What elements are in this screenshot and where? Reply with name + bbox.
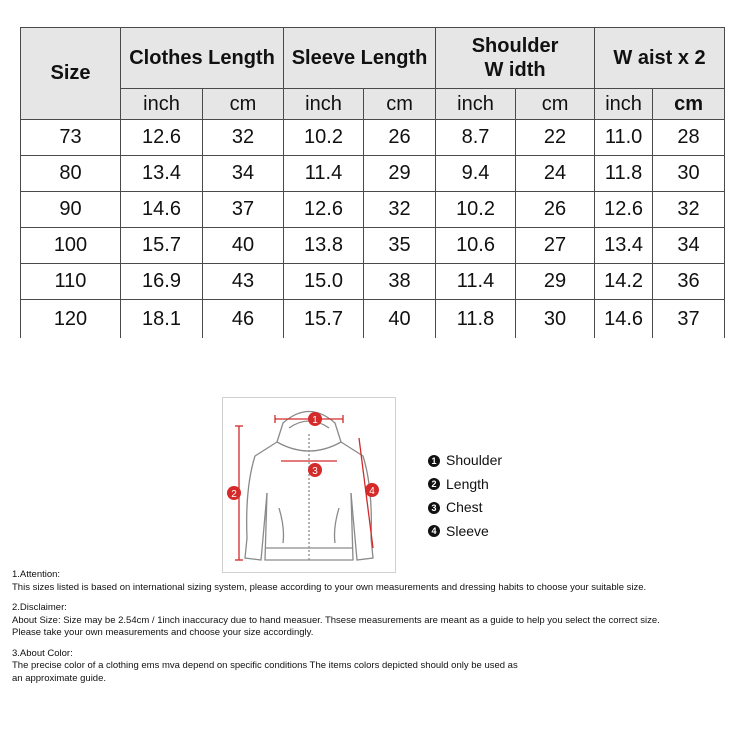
- measurement-cell: 12.6: [284, 192, 364, 228]
- legend-number: 1: [428, 455, 440, 467]
- shoulder-width-header: Shoulder W idth: [436, 28, 595, 89]
- legend-label: Chest: [446, 499, 483, 515]
- measurement-cell: 43: [203, 264, 284, 300]
- svg-text:2: 2: [231, 489, 237, 500]
- measurement-cell: 24: [516, 156, 595, 192]
- jacket-outline: [245, 412, 373, 561]
- legend-item-length: [428, 473, 502, 497]
- size-notes: [12, 569, 742, 685]
- size-cell: 100: [21, 228, 121, 264]
- measurement-cell: 34: [653, 228, 725, 264]
- measurement-cell: 15.7: [284, 300, 364, 339]
- measurement-cell: 11.8: [595, 156, 653, 192]
- disclaimer-text: About Size: Size may be 2.54cm / 1inch inaccuracy due to hand measuer. Thsese measurements are meant as a guide to help you select the correct size.: [12, 614, 660, 626]
- measurement-cell: 26: [516, 192, 595, 228]
- attention-title: 1.Attention:: [12, 569, 61, 580]
- measurement-cell: 15.7: [121, 228, 203, 264]
- measurement-cell: 27: [516, 228, 595, 264]
- measurement-cell: 46: [203, 300, 284, 339]
- size-table-body: [21, 120, 725, 339]
- unit-header: inch: [284, 89, 364, 120]
- legend-label: Sleeve: [446, 522, 489, 539]
- unit-header: inch: [595, 89, 653, 120]
- measurement-cell: 29: [516, 264, 595, 300]
- svg-text:3: 3: [312, 466, 318, 477]
- legend-item-shoulder: [428, 449, 502, 473]
- color-text: an approximate guide.: [12, 672, 107, 684]
- measurement-cell: 36: [653, 264, 725, 300]
- measurement-cell: 40: [364, 300, 436, 339]
- measurement-cell: 11.8: [436, 300, 516, 339]
- jacket-outline-icon: [223, 398, 395, 572]
- measurement-cell: 14.6: [121, 192, 203, 228]
- table-row: [21, 228, 725, 264]
- svg-text:4: 4: [369, 486, 375, 497]
- measurement-cell: 10.2: [436, 192, 516, 228]
- measurement-cell: 29: [364, 156, 436, 192]
- measurement-cell: 22: [516, 120, 595, 156]
- legend-item-sleeve: [428, 520, 502, 544]
- unit-header: cm: [364, 89, 436, 120]
- size-cell: 80: [21, 156, 121, 192]
- legend-item-chest: [428, 496, 502, 520]
- measurement-cell: 16.9: [121, 264, 203, 300]
- size-cell: 90: [21, 192, 121, 228]
- measurement-legend: [428, 449, 502, 543]
- measurement-cell: 26: [364, 120, 436, 156]
- measurement-cell: 35: [364, 228, 436, 264]
- waist-header: W aist x 2: [595, 28, 725, 89]
- size-chart-table: [20, 27, 725, 338]
- measurement-cell: 11.4: [284, 156, 364, 192]
- svg-text:1: 1: [312, 415, 318, 426]
- measurement-cell: 9.4: [436, 156, 516, 192]
- measurement-cell: 30: [653, 156, 725, 192]
- size-cell: 73: [21, 120, 121, 156]
- marker-2: [227, 486, 241, 500]
- size-column-header: Size: [21, 28, 121, 120]
- measurement-cell: 32: [203, 120, 284, 156]
- table-row: [21, 192, 725, 228]
- measurement-cell: 28: [653, 120, 725, 156]
- table-row: [21, 156, 725, 192]
- clothes-length-header: Clothes Length: [121, 28, 284, 89]
- table-row: [21, 264, 725, 300]
- measurement-cell: 38: [364, 264, 436, 300]
- legend-label: Length: [446, 475, 489, 492]
- legend-number: 2: [428, 478, 440, 490]
- disclaimer-title: 2.Disclaimer:: [12, 602, 67, 613]
- size-cell: 120: [21, 300, 121, 339]
- unit-header: inch: [436, 89, 516, 120]
- attention-text: This sizes listed is based on international sizing system, please according to your own measurements and dressing habits to choose your suitable size.: [12, 581, 647, 593]
- color-text: The precise color of a clothing ems mva depend on specific conditions The items colors depicted should only be used as: [12, 660, 518, 671]
- marker-3: [308, 463, 322, 477]
- measurement-cell: 34: [203, 156, 284, 192]
- marker-4: [365, 483, 379, 497]
- measurement-cell: 12.6: [121, 120, 203, 156]
- measurement-cell: 10.6: [436, 228, 516, 264]
- sleeve-length-header: Sleeve Length: [284, 28, 436, 89]
- measurement-cell: 8.7: [436, 120, 516, 156]
- table-row: [21, 300, 725, 339]
- color-title: 3.About Color:: [12, 647, 73, 659]
- measurement-cell: 10.2: [284, 120, 364, 156]
- legend-number: 4: [428, 525, 440, 537]
- measurement-cell: 32: [364, 192, 436, 228]
- unit-header: inch: [121, 89, 203, 120]
- measurement-cell: 32: [653, 192, 725, 228]
- size-cell: 110: [21, 264, 121, 300]
- measurement-cell: 37: [203, 192, 284, 228]
- measurement-cell: 12.6: [595, 192, 653, 228]
- unit-header: cm: [516, 89, 595, 120]
- measurement-cell: 40: [203, 228, 284, 264]
- disclaimer-text: Please take your own measurements and choose your size accordingly.: [12, 627, 314, 638]
- legend-label: Shoulder: [446, 452, 503, 468]
- measurement-cell: 11.4: [436, 264, 516, 300]
- unit-header: cm: [653, 89, 725, 120]
- measurement-cell: 13.4: [595, 228, 653, 264]
- measurement-cell: 15.0: [284, 264, 364, 300]
- measurement-cell: 30: [516, 300, 595, 339]
- table-row: [21, 120, 725, 156]
- unit-header: cm: [203, 89, 284, 120]
- legend-number: 3: [428, 502, 440, 514]
- measurement-cell: 11.0: [595, 120, 653, 156]
- measurement-cell: 18.1: [121, 300, 203, 339]
- jacket-diagram: [222, 397, 396, 573]
- measurement-cell: 13.8: [284, 228, 364, 264]
- measurement-cell: 37: [653, 300, 725, 339]
- measurement-cell: 14.2: [595, 264, 653, 300]
- marker-1: [308, 412, 322, 426]
- measurement-cell: 13.4: [121, 156, 203, 192]
- measurement-cell: 14.6: [595, 300, 653, 339]
